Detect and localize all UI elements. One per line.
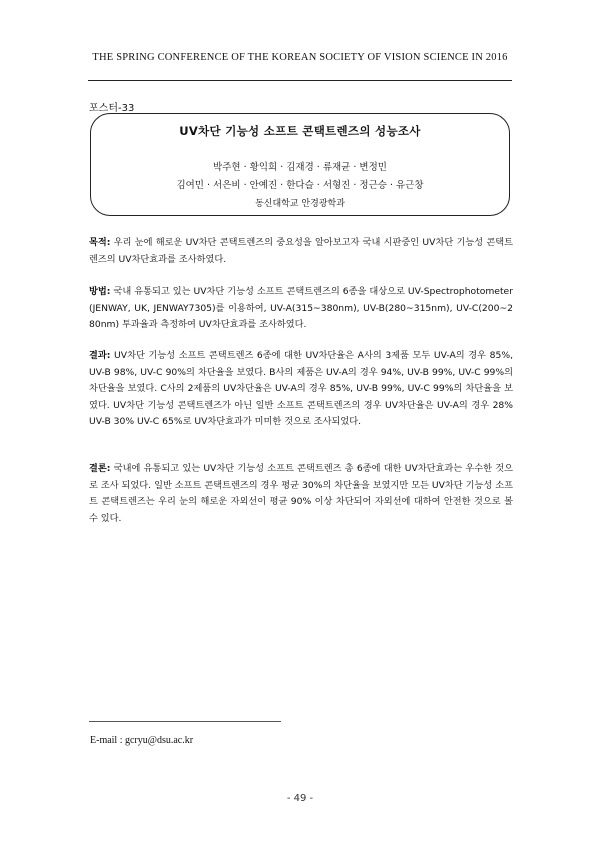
conclusion-text: 국내에 유통되고 있는 UV차단 기능성 소프트 콘택트렌즈 총 6종에 대한 UV차단효과는 우수한 것으로 조사 되었다. 일반 소프트 콘택트렌즈의 경우 평균 30%의 차단율을 보였지만 모든 UV차단 기능성 소프트 콘택트렌즈는 우리 눈의 해로운 자외선이 평균 90% 이상 차단되어 자외선에 대하여 안전한 것으로 볼 수 있다.: [89, 463, 513, 524]
method-text: 국내 유통되고 있는 UV차단 기능성 소프트 콘택트렌즈의 6종을 대상으로 UV-Spectrophotometer(JENWAY, UK, JENWAY7305)를 이용하여, UV-A(315~380nm), UV-B(280~315nm), UV-C(200~280nm) 투과율과 측정하여 UV차단효과를 조사하였다.: [89, 286, 513, 330]
section-conclusion: [89, 461, 513, 527]
affiliation: 동신대학교 안경광학과: [255, 199, 345, 209]
paper-title: UV차단 기능성 소프트 콘택트렌즈의 성능조사: [179, 124, 421, 138]
footnote-divider: [89, 721, 281, 722]
title-box: [90, 113, 510, 216]
authors-line-2: 김여민 · 서은비 · 안예진 · 한다슬 · 서형진 · 정근승 · 유근창: [176, 180, 424, 191]
authors-line-1: 박주현 · 황익희 · 김재경 · 류재균 · 변정민: [213, 162, 387, 173]
method-label: 방법:: [89, 286, 111, 297]
section-method: [89, 284, 513, 334]
poster-number: 포스터-33: [89, 103, 135, 114]
header-divider: [88, 80, 512, 81]
section-purpose: [89, 235, 513, 268]
purpose-text: 우리 눈에 해로운 UV차단 콘택트렌즈의 중요성을 알아보고자 국내 시판중인 UV차단 기능성 콘택트렌즈의 UV차단효과를 조사하였다.: [89, 237, 513, 265]
conference-header: THE SPRING CONFERENCE OF THE KOREAN SOCIETY OF VISION SCIENCE IN 2016: [92, 52, 508, 63]
page-number: - 49 -: [286, 793, 314, 804]
result-label: 결과:: [89, 350, 111, 361]
section-result: [89, 348, 513, 431]
conclusion-label: 결론:: [89, 463, 111, 474]
contact-email: E-mail : gcryu@dsu.ac.kr: [90, 735, 194, 746]
result-text: UV차단 기능성 소프트 콘택트렌즈 6종에 대한 UV차단율은 A사의 3제품 모두 UV-A의 경우 85%, UV-B 98%, UV-C 90%의 차단율을 보였다. B사의 제품은 UV-A의 경우 94%, UV-B 99%, UV-C 99%의 차단율을 보였다. C사의 2제품의 UV차단율은 UV-A의 경우 85%, UV-B 99%, UV-C 99%의 차단율을 보였다. UV차단 기능성 콘택트렌즈가 아닌 일반 소프트 콘택트렌즈의 경우 UV차단율은 UV-A의 경우 28% UV-B 30% UV-C 65%로 UV차단효과가 미미한 것으로 조사되었다.: [89, 350, 513, 427]
purpose-label: 목적:: [89, 237, 111, 248]
author-list: [91, 159, 509, 195]
